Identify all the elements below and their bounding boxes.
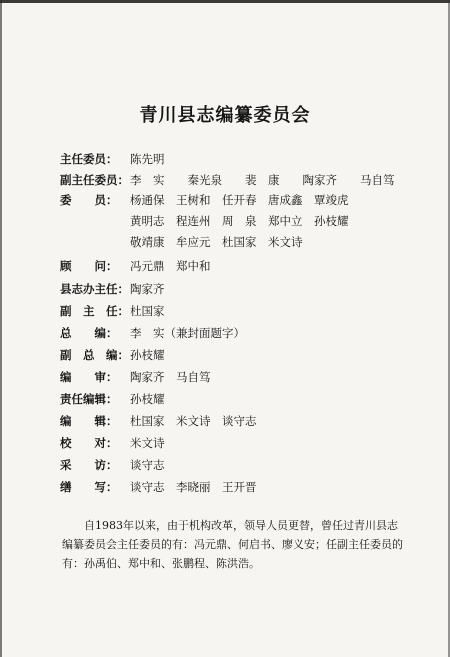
- entry-names: 谈守志 李晓丽 王开晋: [130, 480, 257, 494]
- entry-label: 副主任委员：: [60, 173, 129, 187]
- entry-members-line-3: 敬靖康 牟应元 杜国家 米文诗: [130, 235, 303, 249]
- entry-names: 陈先明: [130, 152, 165, 166]
- entry-names: 杜国家: [130, 304, 165, 318]
- entry-label: 编 审：: [60, 370, 118, 384]
- entry-label: 副 主 任：: [60, 304, 129, 318]
- entry-names: 陶家齐 马自笃: [130, 370, 211, 384]
- entry-names: 谈守志: [130, 458, 165, 472]
- entry-deputy-chief-editor: [60, 346, 165, 364]
- entry-advisors: [60, 257, 211, 275]
- scan-edge-top: [0, 0, 450, 3]
- entry-names: 李 实 秦光泉 裴 康 陶家齐 马自笃: [130, 173, 395, 187]
- entry-label: 编 辑：: [60, 414, 118, 428]
- entry-members: [60, 191, 349, 209]
- entry-names: 杜国家 米文诗 谈守志: [130, 414, 257, 428]
- entry-names: 孙枝耀: [130, 392, 165, 406]
- entry-names: 冯元鼎 郑中和: [130, 259, 211, 273]
- entry-label: 主任委员：: [60, 152, 118, 166]
- entry-editors: [60, 412, 257, 430]
- page-title: 青川县志编纂委员会: [139, 105, 311, 126]
- entry-vice-chair: [60, 171, 395, 189]
- entry-names: 杨通保 王树和 任开春 唐成鑫 覃竣虎: [130, 193, 349, 207]
- entry-label: 总 编：: [60, 326, 118, 340]
- entry-names: 米文诗: [130, 436, 165, 450]
- entry-label: 校 对：: [60, 436, 118, 450]
- entry-members-line-2: 黄明志 程连州 周 泉 郑中立 孙枝耀: [130, 214, 349, 228]
- entry-chair: [60, 150, 165, 168]
- entry-proofreader: [60, 434, 165, 452]
- entry-chief-editor: [60, 324, 245, 342]
- entry-label: 责任编辑：: [60, 392, 118, 406]
- footnote-paragraph: 自1983年以来，由于机构改革，领导人员更替，曾任过青川县志编纂委员会主任委员的有：冯元鼎、何启书、廖义安；任副主任委员的有：孙禹伯、郑中和、张鹏程、陈洪浩。: [62, 519, 403, 570]
- entry-names: 孙枝耀: [130, 348, 165, 362]
- entry-names: 陶家齐: [130, 282, 165, 296]
- entry-transcribers: [60, 478, 257, 496]
- entry-label: 副 总 编：: [60, 348, 129, 362]
- entry-names: 李 实（兼封面题字）: [130, 326, 245, 340]
- entry-reviewers: [60, 368, 211, 386]
- scan-edge-left: [0, 0, 2, 657]
- entry-responsible-editor: [60, 390, 165, 408]
- entry-label: 县志办主任：: [60, 282, 129, 296]
- entry-deputy-director: [60, 302, 165, 320]
- entry-label: 采 访：: [60, 458, 118, 472]
- entry-label: 委 员：: [60, 193, 118, 207]
- entry-interviewer: [60, 456, 165, 474]
- entry-label: 顾 问：: [60, 259, 118, 273]
- entry-office-director: [60, 280, 165, 298]
- entry-label: 缮 写：: [60, 480, 118, 494]
